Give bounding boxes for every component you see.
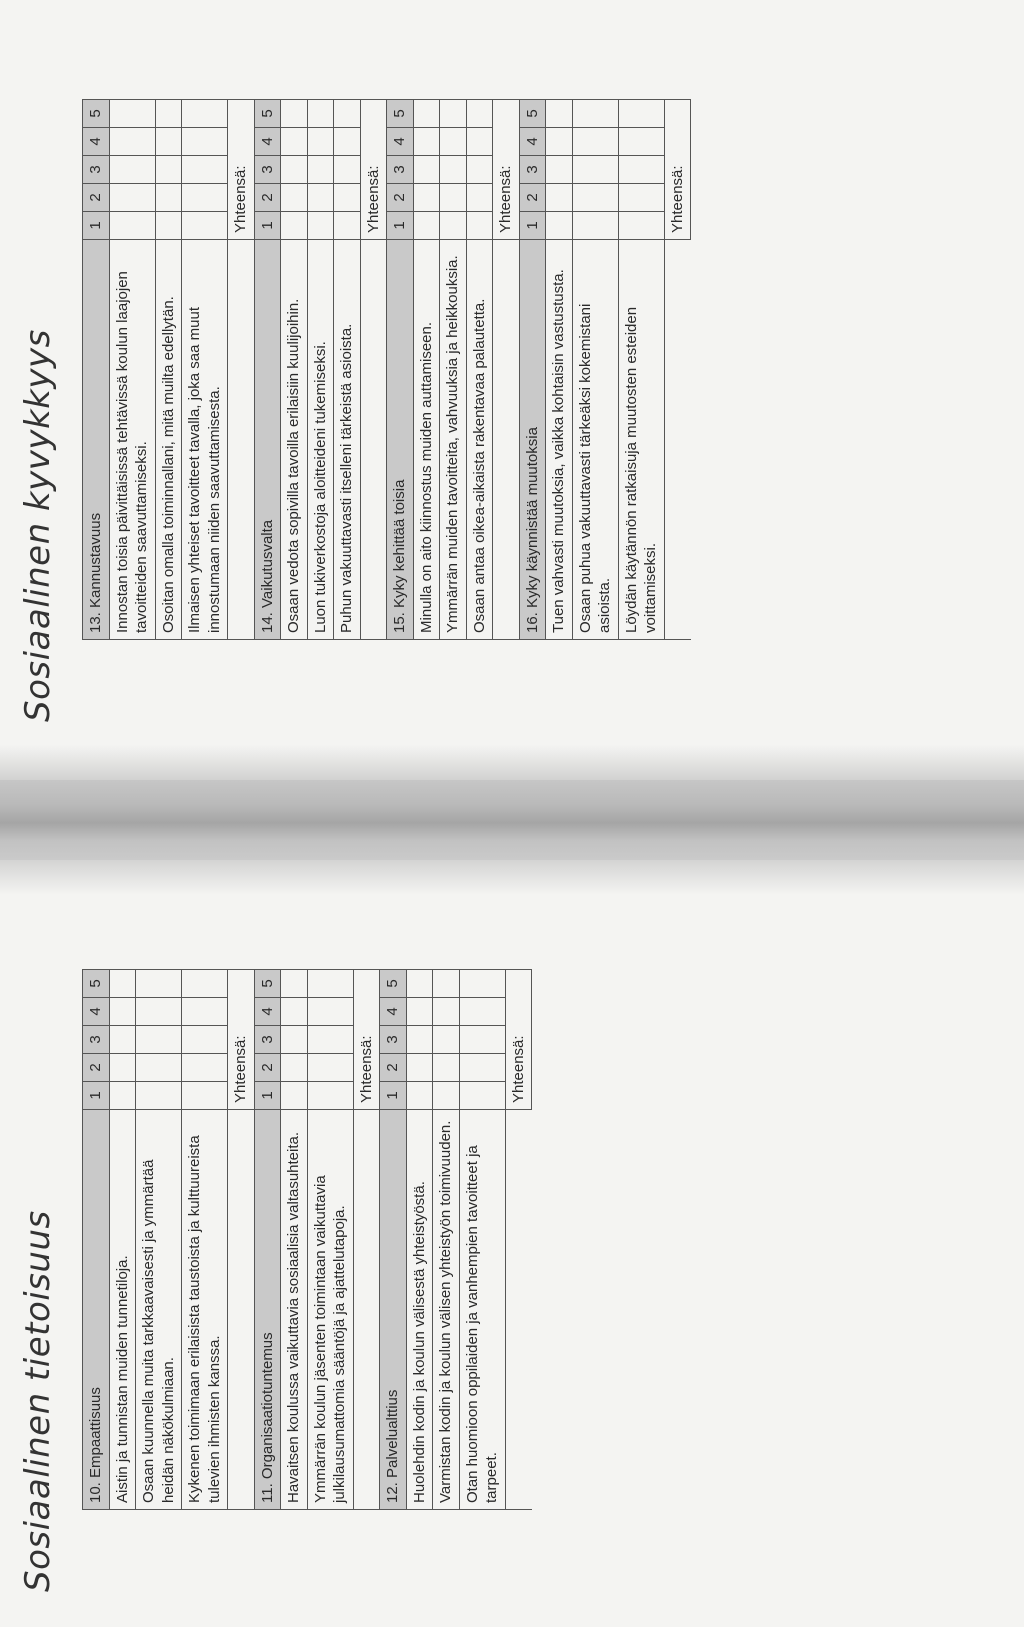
left-page-heading: Sosiaalinen tietoisuus xyxy=(18,1210,58,1592)
section-title: 13. Kannustavuus xyxy=(83,240,110,640)
rating-cell[interactable] xyxy=(109,998,136,1026)
statement-text: Puhun vakuuttavasti itselleni tärkeistä asioista. xyxy=(334,240,361,640)
rating-cell[interactable] xyxy=(136,1054,182,1082)
statement-row xyxy=(307,100,334,640)
statement-text: Osaan vedota sopivilla tavoilla erilaisiin kuulijoihin. xyxy=(281,240,308,640)
statement-text: Huolehdin kodin ja koulun välisestä yhteistyöstä. xyxy=(406,1110,433,1510)
section-title: 15. Kyky kehittää toisia xyxy=(387,240,414,640)
scale-label: 4 xyxy=(83,128,110,156)
rating-cell[interactable] xyxy=(155,212,182,240)
statement-row xyxy=(136,970,182,1510)
total-row xyxy=(505,970,532,1510)
rating-cell[interactable] xyxy=(572,156,618,184)
left-book-page xyxy=(0,860,1024,1627)
scale-label: 3 xyxy=(83,156,110,184)
section-header xyxy=(254,970,281,1510)
rating-cell[interactable] xyxy=(307,998,353,1026)
rating-cell[interactable] xyxy=(618,184,664,212)
rating-cell[interactable] xyxy=(466,156,493,184)
scale-label: 3 xyxy=(83,1026,110,1054)
statement-text: Aistin ja tunnistan muiden tunnetiloja. xyxy=(109,1110,136,1510)
scale-label: 1 xyxy=(254,1082,281,1110)
statement-text: Osaan puhua vakuuttavasti tärkeäksi kokemistani asioista. xyxy=(572,240,618,640)
total-row xyxy=(664,100,691,640)
rating-cell[interactable] xyxy=(182,184,228,212)
rating-cell[interactable] xyxy=(433,1026,460,1054)
statement-row xyxy=(459,970,505,1510)
total-row xyxy=(360,100,387,640)
scale-label: 4 xyxy=(519,128,546,156)
scale-label: 1 xyxy=(254,212,281,240)
scale-label: 5 xyxy=(83,970,110,998)
scale-label: 2 xyxy=(83,184,110,212)
right-book-page xyxy=(0,0,1024,780)
left-assessment-table xyxy=(82,969,532,1510)
rating-cell[interactable] xyxy=(334,212,361,240)
rating-cell[interactable] xyxy=(572,128,618,156)
scale-label: 3 xyxy=(387,156,414,184)
rating-cell[interactable] xyxy=(546,100,573,128)
rating-cell[interactable] xyxy=(334,100,361,128)
rating-cell[interactable] xyxy=(109,100,155,128)
scale-label: 2 xyxy=(254,184,281,212)
statement-row xyxy=(413,100,440,640)
rating-cell[interactable] xyxy=(109,128,155,156)
statement-row xyxy=(440,100,467,640)
rating-cell[interactable] xyxy=(155,100,182,128)
rating-cell[interactable] xyxy=(406,970,433,998)
scale-label: 3 xyxy=(254,1026,281,1054)
rating-cell[interactable] xyxy=(459,1082,505,1110)
scale-label: 5 xyxy=(254,970,281,998)
rating-cell[interactable] xyxy=(459,998,505,1026)
rating-cell[interactable] xyxy=(136,1026,182,1054)
rating-cell[interactable] xyxy=(459,1054,505,1082)
statement-row xyxy=(281,100,308,640)
section-header xyxy=(519,100,546,640)
right-page-heading: Sosiaalinen kyvykkyys xyxy=(18,329,58,722)
rating-cell[interactable] xyxy=(406,1054,433,1082)
statement-text: Osaan antaa oikea-aikaista rakentavaa palautetta. xyxy=(466,240,493,640)
rating-cell[interactable] xyxy=(546,212,573,240)
statement-text: Osaan kuunnella muita tarkkaavaisesti ja ymmärtää heidän näkökulmiaan. xyxy=(136,1110,182,1510)
total-row xyxy=(493,100,520,640)
total-spacer xyxy=(360,240,387,640)
total-spacer xyxy=(505,1110,532,1510)
rating-cell[interactable] xyxy=(182,156,228,184)
rating-cell[interactable] xyxy=(182,128,228,156)
rating-cell[interactable] xyxy=(459,970,505,998)
rating-cell[interactable] xyxy=(440,184,467,212)
rating-cell[interactable] xyxy=(109,1082,136,1110)
scale-label: 1 xyxy=(519,212,546,240)
rating-cell[interactable] xyxy=(307,1082,353,1110)
statement-row xyxy=(433,970,460,1510)
rating-cell[interactable] xyxy=(109,970,136,998)
rating-cell[interactable] xyxy=(109,184,155,212)
rating-cell[interactable] xyxy=(618,156,664,184)
section-header xyxy=(254,100,281,640)
scale-label: 1 xyxy=(380,1082,407,1110)
rating-cell[interactable] xyxy=(182,100,228,128)
rating-cell[interactable] xyxy=(546,128,573,156)
rating-cell[interactable] xyxy=(440,212,467,240)
rating-cell[interactable] xyxy=(155,156,182,184)
rating-cell[interactable] xyxy=(406,1082,433,1110)
rating-cell[interactable] xyxy=(136,1082,182,1110)
rating-cell[interactable] xyxy=(546,184,573,212)
total-spacer xyxy=(493,240,520,640)
rating-cell[interactable] xyxy=(182,1082,228,1110)
rating-cell[interactable] xyxy=(307,128,334,156)
rating-cell[interactable] xyxy=(281,128,308,156)
rating-cell[interactable] xyxy=(182,998,228,1026)
rating-cell[interactable] xyxy=(307,970,353,998)
total-spacer xyxy=(353,1110,380,1510)
statement-text: Löydän käytännön ratkaisuja muutosten esteiden voittamiseksi. xyxy=(618,240,664,640)
rating-cell[interactable] xyxy=(440,128,467,156)
total-label[interactable]: Yhteensä: xyxy=(353,970,380,1110)
scale-label: 4 xyxy=(380,998,407,1026)
statement-row xyxy=(466,100,493,640)
statement-row xyxy=(618,100,664,640)
scale-label: 4 xyxy=(254,128,281,156)
left-page-content xyxy=(18,860,958,1600)
total-label[interactable]: Yhteensä: xyxy=(493,100,520,240)
section-header xyxy=(83,970,110,1510)
statement-row xyxy=(281,970,308,1510)
rating-cell[interactable] xyxy=(546,156,573,184)
scale-label: 5 xyxy=(387,100,414,128)
rating-cell[interactable] xyxy=(182,970,228,998)
rating-cell[interactable] xyxy=(281,998,308,1026)
statement-text: Osoitan omalla toiminnallani, mitä muilta edellytän. xyxy=(155,240,182,640)
rating-cell[interactable] xyxy=(281,156,308,184)
scale-label: 2 xyxy=(254,1054,281,1082)
rating-cell[interactable] xyxy=(281,970,308,998)
statement-text: Varmistan kodin ja koulun välisen yhteistyön toimivuuden. xyxy=(433,1110,460,1510)
statement-text: Luon tukiverkostoja aloitteideni tukemiseksi. xyxy=(307,240,334,640)
rating-cell[interactable] xyxy=(281,1026,308,1054)
total-label[interactable]: Yhteensä: xyxy=(664,100,691,240)
statement-row xyxy=(109,100,155,640)
rating-cell[interactable] xyxy=(466,100,493,128)
rating-cell[interactable] xyxy=(618,212,664,240)
section-title: 16. Kyky käynnistää muutoksia xyxy=(519,240,546,640)
total-spacer xyxy=(664,240,691,640)
rating-cell[interactable] xyxy=(618,128,664,156)
rating-cell[interactable] xyxy=(334,156,361,184)
scale-label: 4 xyxy=(387,128,414,156)
rating-cell[interactable] xyxy=(413,100,440,128)
rating-cell[interactable] xyxy=(433,1082,460,1110)
scale-label: 5 xyxy=(519,100,546,128)
total-label[interactable]: Yhteensä: xyxy=(228,100,255,240)
statement-text: Ymmärrän koulun jäsenten toimintaan vaikuttavia julkilausumattomia sääntöjä ja ajattelutapoja. xyxy=(307,1110,353,1510)
scale-label: 2 xyxy=(387,184,414,212)
rating-cell[interactable] xyxy=(572,100,618,128)
statement-text: Minulla on aito kiinnostus muiden auttamiseen. xyxy=(413,240,440,640)
rating-cell[interactable] xyxy=(466,212,493,240)
book-gutter-shadow xyxy=(0,745,1024,895)
scale-label: 1 xyxy=(83,212,110,240)
rating-cell[interactable] xyxy=(109,1026,136,1054)
scale-label: 5 xyxy=(83,100,110,128)
statement-row xyxy=(182,100,228,640)
total-label[interactable]: Yhteensä: xyxy=(228,970,255,1110)
section-header xyxy=(387,100,414,640)
rating-cell[interactable] xyxy=(307,1054,353,1082)
statement-text: Tuen vahvasti muutoksia, vaikka kohtaisin vastustusta. xyxy=(546,240,573,640)
rating-cell[interactable] xyxy=(307,212,334,240)
rating-cell[interactable] xyxy=(307,156,334,184)
rating-cell[interactable] xyxy=(466,184,493,212)
statement-row xyxy=(546,100,573,640)
rating-cell[interactable] xyxy=(281,212,308,240)
section-title: 10. Empaattisuus xyxy=(83,1110,110,1510)
statement-row xyxy=(334,100,361,640)
rating-cell[interactable] xyxy=(433,1054,460,1082)
rating-cell[interactable] xyxy=(440,156,467,184)
statement-row xyxy=(307,970,353,1510)
section-title: 14. Vaikutusvalta xyxy=(254,240,281,640)
section-header xyxy=(83,100,110,640)
right-page-content xyxy=(18,40,958,730)
statement-text: Innostan toisia päivittäisissä tehtävissä koulun laajojen tavoitteiden saavuttamiseksi. xyxy=(109,240,155,640)
rating-cell[interactable] xyxy=(281,184,308,212)
rating-cell[interactable] xyxy=(406,1026,433,1054)
total-row xyxy=(228,970,255,1510)
statement-text: Kykenen toimimaan erilaisista taustoista ja kulttuureista tulevien ihmisten kanssa. xyxy=(182,1110,228,1510)
rating-cell[interactable] xyxy=(182,1026,228,1054)
rating-cell[interactable] xyxy=(618,100,664,128)
section-title: 12. Palvelualttius xyxy=(380,1110,407,1510)
rating-cell[interactable] xyxy=(413,128,440,156)
rating-cell[interactable] xyxy=(155,184,182,212)
total-label[interactable]: Yhteensä: xyxy=(505,970,532,1110)
scale-label: 3 xyxy=(254,156,281,184)
rating-cell[interactable] xyxy=(136,998,182,1026)
section-title: 11. Organisaatiotuntemus xyxy=(254,1110,281,1510)
rating-cell[interactable] xyxy=(406,998,433,1026)
rating-cell[interactable] xyxy=(155,128,182,156)
rating-cell[interactable] xyxy=(136,970,182,998)
statement-row xyxy=(182,970,228,1510)
statement-text: Ymmärrän muiden tavoitteita, vahvuuksia ja heikkouksia. xyxy=(440,240,467,640)
rating-cell[interactable] xyxy=(281,1054,308,1082)
total-label[interactable]: Yhteensä: xyxy=(360,100,387,240)
right-assessment-table xyxy=(82,99,691,640)
rating-cell[interactable] xyxy=(433,970,460,998)
rating-cell[interactable] xyxy=(334,128,361,156)
rating-cell[interactable] xyxy=(109,212,155,240)
rating-cell[interactable] xyxy=(413,156,440,184)
scale-label: 5 xyxy=(254,100,281,128)
scale-label: 2 xyxy=(83,1054,110,1082)
scale-label: 3 xyxy=(380,1026,407,1054)
rating-cell[interactable] xyxy=(459,1026,505,1054)
statement-text: Havaitsen koulussa vaikuttavia sosiaalisia valtasuhteita. xyxy=(281,1110,308,1510)
statement-text: Ilmaisen yhteiset tavoitteet tavalla, joka saa muut innostumaan niiden saavuttamisesta. xyxy=(182,240,228,640)
rating-cell[interactable] xyxy=(334,184,361,212)
scale-label: 1 xyxy=(387,212,414,240)
rating-cell[interactable] xyxy=(182,212,228,240)
rating-cell[interactable] xyxy=(182,1054,228,1082)
scale-label: 1 xyxy=(83,1082,110,1110)
total-spacer xyxy=(228,240,255,640)
scale-label: 5 xyxy=(380,970,407,998)
statement-row xyxy=(406,970,433,1510)
rating-cell[interactable] xyxy=(307,100,334,128)
rating-cell[interactable] xyxy=(109,1054,136,1082)
rating-cell[interactable] xyxy=(572,184,618,212)
rating-cell[interactable] xyxy=(440,100,467,128)
total-row xyxy=(353,970,380,1510)
total-spacer xyxy=(228,1110,255,1510)
scale-label: 4 xyxy=(254,998,281,1026)
rating-cell[interactable] xyxy=(572,212,618,240)
statement-row xyxy=(572,100,618,640)
scale-label: 2 xyxy=(380,1054,407,1082)
scale-label: 4 xyxy=(83,998,110,1026)
rating-cell[interactable] xyxy=(307,1026,353,1054)
rating-cell[interactable] xyxy=(281,1082,308,1110)
rating-cell[interactable] xyxy=(466,128,493,156)
rating-cell[interactable] xyxy=(307,184,334,212)
statement-row xyxy=(109,970,136,1510)
scale-label: 3 xyxy=(519,156,546,184)
rating-cell[interactable] xyxy=(413,184,440,212)
total-row xyxy=(228,100,255,640)
section-header xyxy=(380,970,407,1510)
statement-row xyxy=(155,100,182,640)
rating-cell[interactable] xyxy=(433,998,460,1026)
rating-cell[interactable] xyxy=(413,212,440,240)
statement-text: Otan huomioon oppilaiden ja vanhempien tavoitteet ja tarpeet. xyxy=(459,1110,505,1510)
rating-cell[interactable] xyxy=(109,156,155,184)
scale-label: 2 xyxy=(519,184,546,212)
rating-cell[interactable] xyxy=(281,100,308,128)
